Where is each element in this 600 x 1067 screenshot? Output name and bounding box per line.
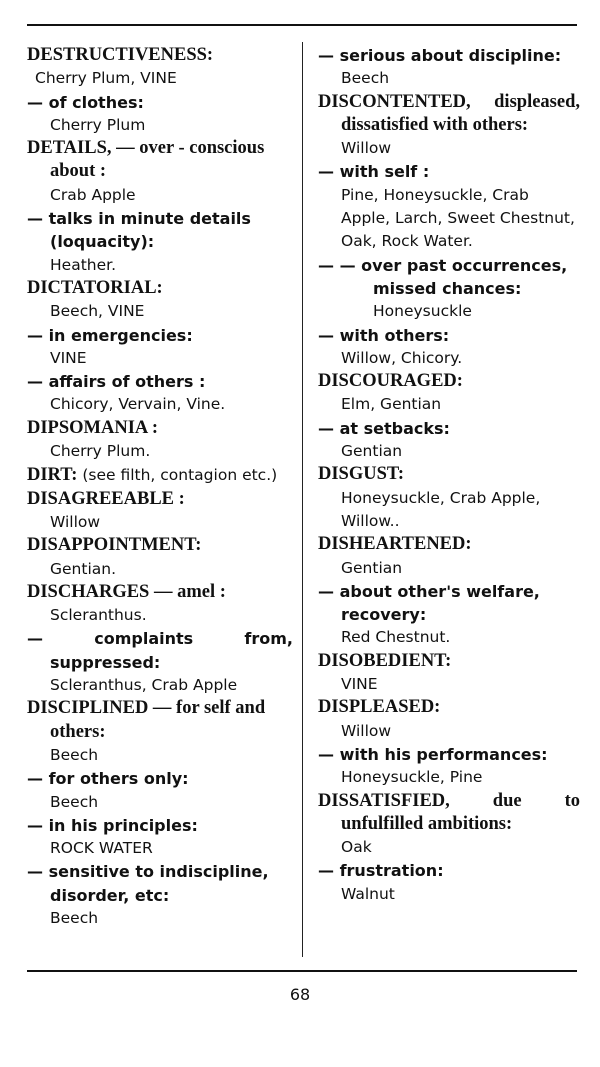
cross-reference: (see filth, contagion etc.)	[77, 466, 278, 485]
headword: DISOBEDIENT:	[318, 650, 452, 671]
subentry: — with self :	[318, 162, 430, 182]
headword: DISCONTENTED, displeased, dissatisfied with others:	[318, 91, 580, 135]
remedy-list: Chicory, Vervain, Vine.	[50, 395, 226, 414]
headword: DICTATORIAL:	[27, 277, 163, 298]
headword: DISCHARGES — amel :	[27, 581, 226, 602]
remedy-list: Gentian	[341, 558, 403, 577]
subentry: — of clothes:	[27, 92, 144, 112]
remedy-list: Willow	[341, 721, 392, 740]
headword: DISHEARTENED:	[318, 534, 472, 555]
subentry: — complaints from, suppressed:	[27, 629, 293, 672]
subentry: — with his performances:	[318, 744, 548, 764]
remedy-list: Cherry Plum, VINE	[35, 69, 177, 88]
subentry: — in emergencies:	[27, 325, 193, 345]
remedy-list: Gentian.	[50, 559, 117, 578]
subentry: — for others only:	[27, 769, 189, 789]
remedy-list: Cherry Plum	[50, 115, 146, 134]
remedy-list: Beech, VINE	[50, 302, 145, 321]
headword: DIPSOMANIA :	[27, 417, 159, 438]
subentry: — with others:	[318, 325, 450, 345]
headword: DISAGREEABLE :	[27, 488, 185, 509]
subentry: — serious about discipline:	[318, 46, 562, 65]
remedy-list: Pine, Honeysuckle, Crab Apple, Larch, Sweet Chestnut, Oak, Rock Water.	[341, 185, 575, 251]
subentry: — about other's welfare, recovery:	[318, 581, 540, 625]
column-divider	[302, 42, 303, 957]
remedy-list: Walnut	[341, 884, 395, 903]
remedy-list: Elm, Gentian	[341, 395, 442, 414]
top-rule	[27, 24, 577, 26]
left-column	[27, 44, 293, 930]
headword-dirt	[27, 463, 293, 487]
headword: DESTRUCTIVENESS:	[27, 45, 214, 65]
remedy-list: Honeysuckle	[373, 302, 472, 321]
right-column	[318, 44, 580, 906]
headword: DISCOURAGED:	[318, 371, 463, 392]
bottom-rule	[27, 970, 577, 972]
remedy-list: Oak	[341, 838, 372, 857]
remedy-list: Beech	[50, 745, 99, 764]
remedy-list: Honeysuckle, Pine	[341, 768, 483, 787]
remedy-list: Beech	[50, 908, 99, 927]
remedy-list: ROCK WATER	[50, 839, 153, 858]
subentry: — in his principles:	[27, 815, 198, 835]
remedy-list: Honeysuckle, Crab Apple, Willow..	[341, 488, 541, 530]
headword: DISSATISFIED, due to unfulfilled ambitions:	[318, 790, 580, 834]
remedy-list: Scleranthus, Crab Apple	[50, 676, 238, 695]
headword: DISAPPOINTMENT:	[27, 535, 202, 556]
remedy-list: Willow	[341, 139, 392, 158]
remedy-list: Willow	[50, 512, 101, 531]
headword: DISGUST:	[318, 464, 405, 485]
remedy-list: VINE	[341, 675, 378, 694]
remedy-list: Crab Apple	[50, 185, 136, 204]
remedy-list: Heather.	[50, 255, 117, 274]
subentry: — at setbacks:	[318, 418, 450, 438]
remedy-list: Scleranthus.	[50, 606, 147, 625]
remedy-list: Beech	[50, 792, 99, 811]
page-number: 68	[289, 985, 311, 1004]
remedy-list: Beech	[341, 69, 390, 88]
headword: DISPLEASED:	[318, 697, 441, 718]
subentry: — — over past occurrences, missed chances:	[318, 255, 568, 298]
subentry: — frustration:	[318, 861, 444, 881]
headword: DETAILS, — over - conscious about :	[27, 138, 265, 182]
headword-label: DIRT:	[27, 465, 78, 486]
subentry: — affairs of others :	[27, 372, 206, 392]
remedy-list: Red Chestnut.	[341, 628, 451, 647]
remedy-list: VINE	[50, 348, 87, 367]
subentry: — sensitive to indiscipline, disorder, etc:	[27, 862, 269, 905]
remedy-list: Gentian	[341, 442, 403, 461]
subentry: — talks in minute details (loquacity):	[27, 209, 251, 252]
remedy-list: Cherry Plum.	[50, 442, 151, 461]
remedy-list: Willow, Chicory.	[341, 348, 463, 367]
headword: DISCIPLINED — for self and others:	[27, 698, 266, 742]
